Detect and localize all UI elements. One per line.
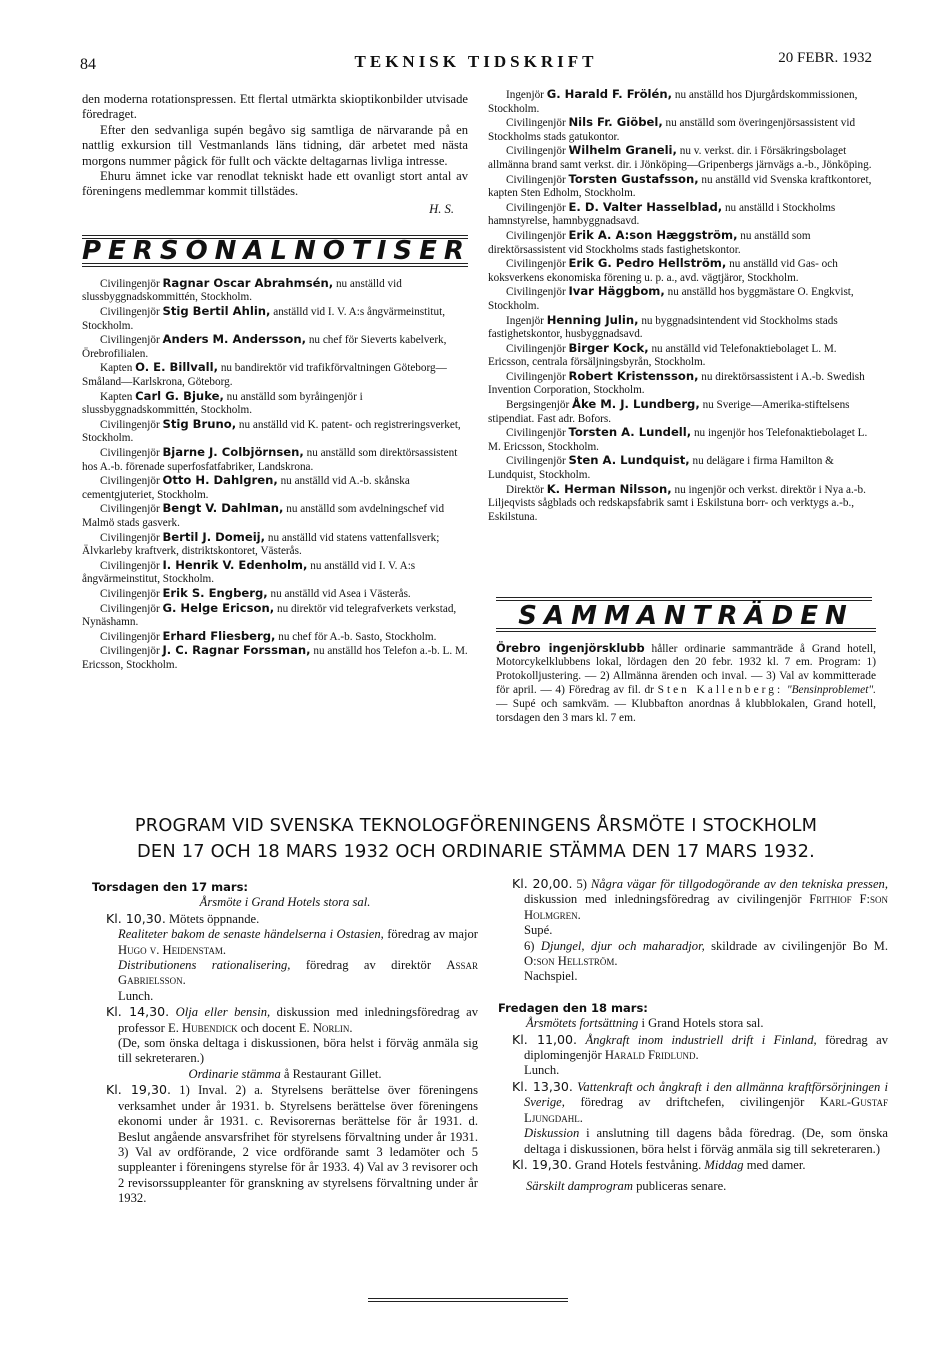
notice-name: K. Herman Nilsson, [546, 481, 672, 496]
talk-title: Diskussion [524, 1126, 580, 1141]
item-text: och docent [240, 1020, 296, 1035]
notice-name: J. C. Ragnar Forssman, [162, 643, 311, 658]
personal-notice [82, 418, 468, 446]
personal-notice [488, 144, 876, 172]
item-number: 5) [576, 877, 587, 891]
speaker-name: E. Hubendick [168, 1020, 238, 1035]
program-title-line: PROGRAM VID SVENSKA TEKNOLOGFÖRENINGENS ÅRSMÖTE I STOCKHOLM [134, 815, 818, 836]
notice-name: Bengt V. Dahlman, [162, 501, 284, 516]
notice-text: nu anställd vid slussbyggnadskommittén, Stockholm. [82, 277, 402, 304]
meeting-text: håller ordinarie sammanträde å Grand hotell, Motorcykelklubbens lokal, lördagen den 20 febr. 1932 kl. 7 em. Program: 1) Protokolljustering. — 2) Allmänna ärenden och inval. — 3) Val av kommitterade för april. — 4) Föredrag av fil. dr [496, 642, 876, 696]
notice-text: nu ingenjör och verkst. direktör i Nya a.-b. Liljeqvists sågblads och redskapsfabrik samt i Eskilstuna borr- och verktygs a.-b., Eskilstuna. [488, 483, 866, 523]
notice-title: Kapten [100, 362, 133, 375]
notice-text: nu anställd vid Svenska kraftkontoret, kapten Sten Edholm, Stockholm. [488, 173, 872, 200]
speaker-name: Frithiof F:son Holmgren. [524, 892, 888, 922]
notice-text: nu anställd som direktörsassistent hos A.-b. förenade superfosfatfabriker, Landskrona. [82, 446, 458, 473]
notice-text: nu chef för Sieverts kabelverk, Örebrofilialen. [82, 334, 447, 360]
notice-text: nu anställd hos Djurgårdskommissionen, Stockholm. [488, 89, 858, 115]
note-title: Särskilt damprogram [526, 1179, 633, 1194]
journal-title: TEKNISK TIDSKRIFT [354, 52, 598, 71]
personal-notice [82, 305, 468, 333]
notice-text: nu anställd som avdelningschef vid Malmö stads gasverk. [82, 503, 445, 529]
personal-notice [488, 201, 876, 229]
notice-title: Civilingenjör [100, 334, 160, 347]
notice-text: nu delägare i firma Hamilton & Lundquist, Stockholm. [488, 455, 834, 482]
personal-notice [488, 426, 876, 454]
notice-text: nu anställd vid Asea i Västerås. [270, 587, 411, 600]
personal-notice [82, 630, 468, 645]
notice-name: Sten A. Lundquist, [568, 453, 690, 468]
notice-text: nu Sverige—Amerika-stiftelsens stipendiat. Fast adr. Bofors. [488, 399, 850, 425]
notice-name: Erik A. A:son Hæggström, [568, 227, 738, 242]
intro-paragraph: Efter den sedvanliga supén begåvo sig samtliga de närvarande på en nattlig exkursion till Vestmanlands läns tidning, där arbetet med nästa morgons nummer pågick för fullt och väckte deltagarnas livliga intresse. [82, 122, 468, 168]
personal-notice [488, 398, 876, 426]
talk-title: Realiteter bakom de senaste händelserna i Ostasien, [118, 927, 384, 942]
item-text: skildrade av civilingenjör Bo [711, 938, 868, 953]
notice-name: G. Harald F. Frölén, [546, 87, 673, 101]
notice-text: nu v. verkst. dir. i Försäkringsbolaget allmänna brand samt verkst. dir. i Jönköping—Gripenbergs järnvägs a.-b., Jönköping. [488, 145, 872, 171]
notice-name: Erik G. Pedro Hellström, [568, 256, 727, 271]
notice-text: nu bandirektör vid trafikförvaltningen Göteborg—Småland—Karlskrona, Göteborg. [82, 362, 447, 388]
item-text: Lunch. [524, 1063, 560, 1078]
personal-notice [488, 88, 876, 116]
item-time: Kl. 19,30. [512, 1156, 572, 1172]
notice-text: nu direktör vid telegrafverkets verkstad, Nynäshamn. [82, 602, 457, 629]
notice-name: Bjarne J. Colbjörnsen, [162, 444, 304, 459]
venue-subheading [498, 1016, 888, 1031]
notice-title: Civilingenjör [100, 630, 160, 643]
personal-notice [488, 342, 876, 370]
personal-notice [82, 446, 468, 474]
notice-title: Civilingenjör [100, 418, 160, 431]
item-text: diskussion med inledningsföredrag av civilingenjör [524, 892, 802, 907]
notice-title: Civilingenjör [100, 559, 160, 572]
notice-text: nu anställd vid K. patent- och registreringsverket, Stockholm. [82, 418, 461, 445]
venue-location: å Restaurant Gillet. [283, 1066, 382, 1081]
notice-name: Stig Bertil Ahlin, [162, 304, 271, 319]
talk-title: Ångkraft inom industriell drift i Finland, [585, 1032, 817, 1047]
talk-title: Olja eller bensin, [175, 1005, 271, 1020]
item-text: med damer. [746, 1157, 806, 1172]
item-text: (De, som önska deltaga i diskussionen, böra helst i förväg anmäla sig till sekreteraren.) [118, 1036, 478, 1066]
notice-title: Bergsingenjör [506, 399, 570, 412]
notice-name: Torsten A. Lundell, [568, 425, 692, 440]
notice-title: Civilingenjör [100, 531, 160, 544]
item-text: Lunch. [118, 988, 154, 1003]
personal-notice [488, 173, 876, 201]
personal-notice [82, 559, 468, 587]
day-heading: Torsdagen den 17 mars: [92, 880, 249, 894]
notice-name: I. Henrik V. Edenholm, [162, 557, 308, 572]
program-right-column [498, 876, 888, 1195]
item-time: Kl. 13,30. [512, 1078, 573, 1094]
venue-location: i Grand Hotels stora sal. [641, 1016, 764, 1031]
notice-title: Civilingenjör [100, 306, 160, 319]
item-text: Mötets öppnande. [168, 911, 260, 926]
intro-paragraph: Ehuru ämnet icke var renodlat tekniskt hade ett ovanligt stort antal av föreningens medlemmar kommit tillstädes. [82, 169, 468, 199]
notice-name: Erhard Fliesberg, [162, 628, 276, 643]
notice-title: Civilingenjör [506, 427, 566, 440]
notice-text: nu anställd vid A.-b. skånska cementgjuteriet, Stockholm. [82, 475, 410, 501]
notice-title: Civilingenjör [506, 286, 566, 299]
notice-text: nu anställd vid Gas- och koksverkens ekonomiska förening u. p. a., avd. vägtjäror, Stockholm. [488, 258, 838, 284]
personal-notice [82, 361, 468, 389]
notice-title: Civilingenjör [506, 117, 566, 130]
item-time: Kl. 14,30. [106, 1004, 170, 1020]
personal-notice [488, 454, 876, 482]
notice-text: nu anställd vid Telefonaktiebolaget L. M. Ericsson, centrala försäljningsbyrån, Stockholm. [488, 342, 837, 369]
personal-notice [488, 285, 876, 313]
notice-title: Civilingenjör [506, 342, 566, 355]
personal-notice [82, 587, 468, 602]
personal-heading: PERSONALNOTISER [82, 236, 471, 267]
item-text: Nachspiel. [524, 969, 578, 984]
meetings-heading: SAMMANTRÄDEN [518, 601, 854, 631]
notice-name: Ivar Häggbom, [568, 284, 665, 299]
meeting-notice [496, 642, 876, 726]
notice-name: O. E. Billvall, [135, 360, 219, 375]
notice-text: nu anställd som byråingenjör i slussbyggnadskommittén, Stockholm. [82, 390, 363, 417]
notice-title: Civilingenjör [506, 173, 566, 186]
intro-signature: H. S. [429, 201, 454, 216]
notice-title: Civilingenjör [100, 587, 160, 600]
program-item [498, 1157, 888, 1173]
personal-notices-left [82, 277, 468, 673]
program-item [498, 1032, 888, 1079]
personal-notice [82, 644, 468, 672]
end-rule [368, 1298, 568, 1302]
personal-notice [488, 483, 876, 525]
venue-subheading [92, 1067, 478, 1082]
left-column [82, 92, 471, 672]
speaker-name: Assar Gabrielsson. [118, 958, 479, 988]
notice-title: Civilingenjör [100, 446, 160, 459]
notice-text: anställd vid I. V. A:s ångvärmeinstitut, Stockholm. [82, 306, 445, 332]
program-item [92, 1004, 478, 1067]
item-text: föredrag av direktör [305, 958, 432, 973]
personal-notice [82, 502, 468, 530]
speaker-name: Harald Fridlund. [604, 1048, 699, 1063]
venue-title: Ordinarie stämma [188, 1066, 281, 1081]
item-time: Kl. 19,30. [106, 1082, 171, 1098]
notice-title: Civilingenjör [100, 475, 160, 488]
talk-title: Djungel, djur och maharadjor, [540, 938, 705, 953]
personal-notice [82, 277, 468, 305]
personal-notice [488, 257, 876, 285]
speaker-name: E. Norlin. [298, 1020, 353, 1035]
item-text: Grand Hotels festvåning. [574, 1157, 702, 1172]
personal-notice [488, 116, 876, 144]
notice-title: Civilingenjör [506, 455, 566, 468]
program-item [498, 1079, 888, 1157]
talk-title: Vattenkraft och ångkraft i den allmänna kraftförsörjningen i Sverige, [524, 1079, 888, 1110]
notice-title: Civilingenjör [506, 258, 566, 271]
intro-text [82, 92, 468, 217]
page-number: 84 [80, 56, 96, 73]
closing-note [498, 1179, 888, 1194]
notice-name: Robert Kristensson, [568, 368, 699, 383]
item-text: föredrag av major [387, 927, 478, 942]
notice-name: E. D. Valter Hasselblad, [568, 199, 723, 214]
notice-name: G. Helge Ericson, [162, 600, 275, 615]
notice-name: Åke M. J. Lundberg, [571, 397, 700, 412]
program-title [80, 813, 872, 865]
notice-name: Ragnar Oscar Abrahmsén, [162, 275, 334, 290]
program-title-line: DEN 17 OCH 18 MARS 1932 OCH ORDINARIE STÄMMA DEN 17 MARS 1932. [137, 841, 815, 862]
program-item [92, 1082, 478, 1206]
personal-notice [488, 314, 876, 342]
notice-text: nu anställd vid I. V. A:s ångvärmeinstitut, Stockholm. [82, 559, 416, 586]
talk-title: Distributionens rationalisering, [118, 958, 291, 973]
notice-text: nu byggnadsintendent vid Stockholms stads fastighetskontor, husbyggnadsavd. [488, 314, 838, 341]
personal-notice [82, 474, 468, 502]
speaker-name: Sten Kallenberg: [657, 683, 784, 696]
program-item [498, 876, 888, 985]
notice-name: Anders M. Andersson, [162, 332, 307, 347]
notice-title: Civilingenjör [100, 277, 160, 290]
talk-title: Några vägar för tillgodogörande av den tekniska pressen, [590, 877, 888, 891]
speaker-name: Hugo v. Heidenstam. [118, 942, 227, 957]
notice-text: nu anställd som direktörsassistent vid Stockholms stads fastighetskontor. [488, 229, 811, 256]
notice-name: Nils Fr. Giöbel, [568, 115, 663, 130]
notice-name: Carl G. Bjuke, [135, 388, 224, 403]
note-text: publiceras senare. [636, 1179, 727, 1194]
notice-title: Civilingenjör [100, 503, 160, 516]
notice-name: Wilhelm Graneli, [568, 143, 677, 158]
talk-title: Middag [704, 1157, 744, 1172]
notice-title: Kapten [100, 390, 133, 403]
notice-text: nu anställd i Stockholms hamnstyrelse, hamnbyggnadsavd. [488, 201, 836, 228]
item-text: Supé. [524, 923, 553, 938]
item-text: i anslutning till dagens båda föredrag. (De, som önska deltaga i diskussionen, böra helst i förväg anmäla sig till sekreteraren.) [524, 1126, 888, 1156]
issue-date: 20 FEBR. 1932 [778, 50, 872, 66]
day-heading: Fredagen den 18 mars: [498, 1000, 648, 1015]
speaker-name: Karl-Gustaf Ljungdahl. [524, 1095, 888, 1125]
notice-name: Stig Bruno, [162, 416, 237, 431]
notice-text: nu anställd hos byggmästare O. Engkvist, Stockholm. [488, 286, 854, 312]
speaker-name: M. O:son Hellström. [524, 938, 888, 969]
personal-notice [82, 390, 468, 418]
personal-notices-right [488, 88, 876, 524]
item-text: diskussion med inledningsföredrag av professor [118, 1005, 479, 1035]
notice-title: Civilingenjör [506, 229, 566, 242]
personal-notice [82, 333, 468, 361]
item-time: Kl. 20,00. [512, 876, 573, 891]
club-name: Örebro ingenjörsklubb [496, 640, 645, 655]
item-text: 1) Inval. 2) a. Styrelsens berättelse över föreningens verksamhet under år 1931. b. Styrelsens berättelse över föreningens ekonomi under år 1931. c. Revisorernas berättelse för år 1931. d. Beslut angående ansvarsfrihet för styrelsens förvaltning under år 1931. 3) Val av ordförande, 2 vice ordförande samt 3 ledamöter och 5 suppleanter i föreningens styrelse för år 1933. 4) Val av 3 revisorer och 2 revisorssuppleanter för granskning av styrelsens förvaltning under år 1932. [118, 1083, 478, 1206]
talk-title: "Bensinproblemet". [786, 683, 876, 696]
program-left-column [92, 880, 478, 1207]
venue-subheading: Årsmöte i Grand Hotels stora sal. [199, 895, 371, 910]
page-header [80, 50, 872, 76]
notice-title: Ingenjör [506, 89, 544, 101]
personal-notice [82, 531, 468, 559]
notice-text: nu direktörsassistent i A.-b. Swedish Invention Corporation, Stockholm. [488, 370, 865, 397]
program-item [92, 911, 478, 1004]
notice-name: Torsten Gustafsson, [568, 171, 699, 186]
notice-text: nu anställd vid statens vattenfallsverk; Älvkarleby kraftverk, distriktskontoret, Västerås. [82, 531, 440, 558]
notice-title: Civilingenjör [100, 602, 160, 615]
notice-name: Otto H. Dahlgren, [162, 473, 278, 488]
notice-title: Civilingenjör [506, 201, 566, 214]
item-time: Kl. 10,30. [106, 910, 166, 926]
meetings-section [496, 601, 876, 725]
item-text: föredrag av driftchefen, civilingenjör [580, 1095, 805, 1110]
intro-paragraph: den moderna rotationspressen. Ett flertal utmärkta skioptikonbilder utvisade föredraget. [82, 92, 468, 122]
venue-title: Årsmötets fortsättning [526, 1016, 639, 1031]
item-time: Kl. 11,00. [512, 1031, 578, 1047]
item-number: 6) [524, 938, 535, 953]
right-column [488, 88, 876, 524]
notice-title: Civilingenjör [506, 370, 566, 383]
notice-name: Henning Julin, [546, 312, 639, 327]
notice-name: Erik S. Engberg, [162, 585, 268, 600]
notice-title: Civilingenjör [506, 145, 566, 158]
notice-text: nu ingenjör hos Telefonaktiebolaget L. M. Ericsson, Stockholm. [488, 427, 868, 453]
notice-name: Bertil J. Domeij, [162, 529, 266, 544]
notice-name: Birger Kock, [568, 340, 649, 355]
notice-title: Direktör [506, 483, 544, 496]
notice-text: nu anställd hos Telefon a.-b. L. M. Ericsson, Stockholm. [82, 645, 468, 671]
personal-notice [82, 602, 468, 630]
notice-title: Civilingenjör [100, 645, 160, 658]
notice-title: Ingenjör [506, 314, 544, 327]
personal-notice [488, 229, 876, 257]
meeting-text: — Supé och samkväm. — Klubbafton anordnas å klubblokalen, Grand hotell, torsdagen den 3 mars kl. 7 em. [496, 697, 876, 724]
personal-notice [488, 370, 876, 398]
notice-text: nu chef för A.-b. Sasto, Stockholm. [278, 630, 437, 643]
item-text: föredrag av diplomingenjör [524, 1032, 888, 1063]
notice-text: nu anställd som överingenjörsassistent vid Stockholms stads gatukontor. [488, 117, 856, 143]
